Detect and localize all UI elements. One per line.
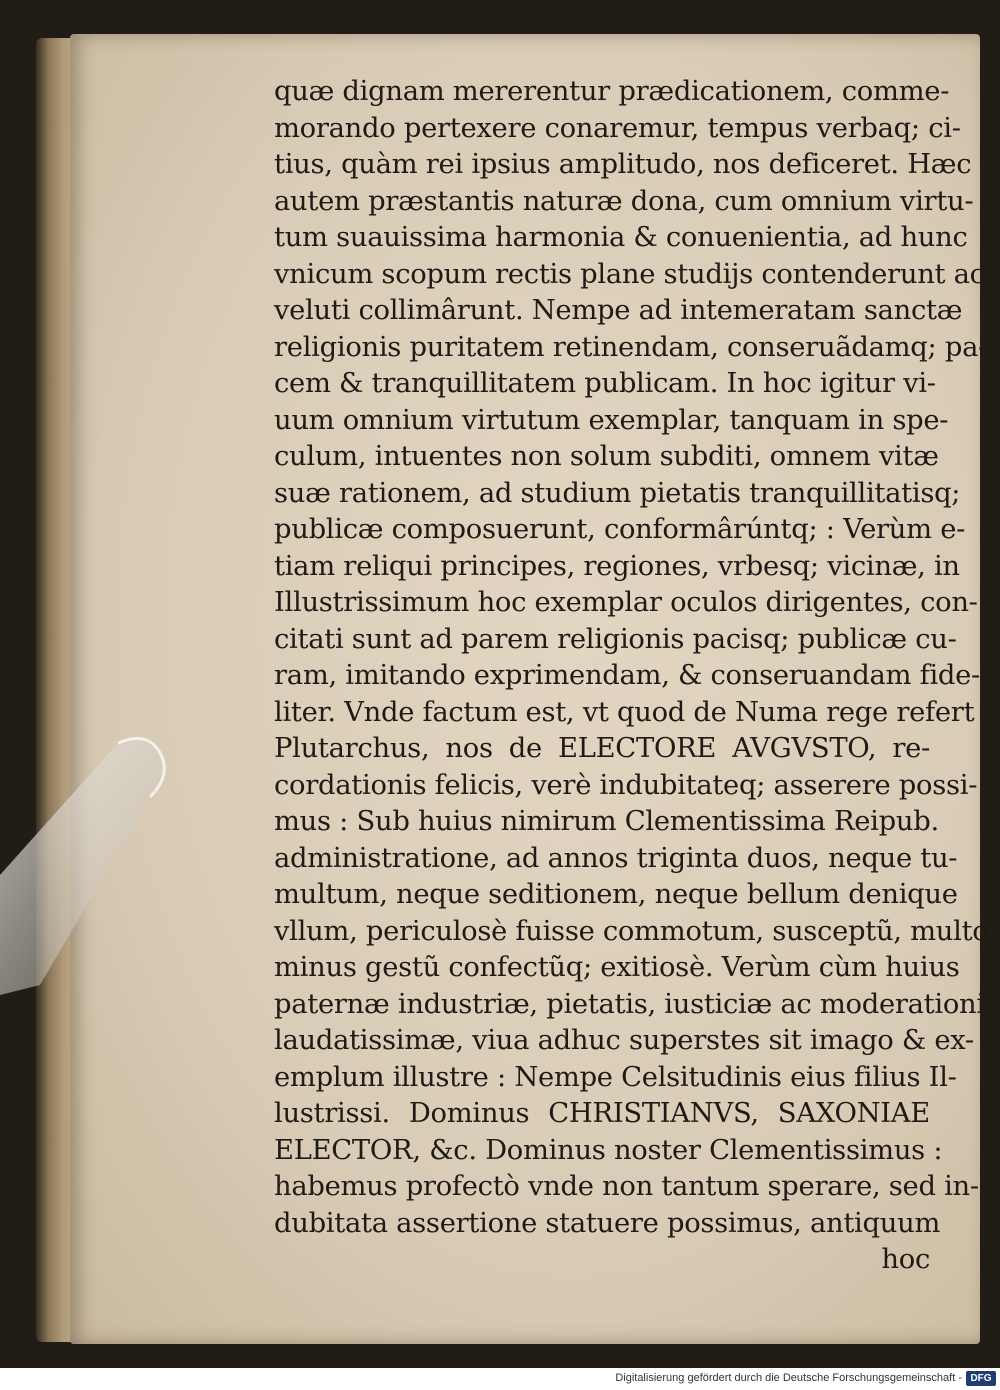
text-line: paternæ industriæ, pietatis, iusticiæ ac moderationis	[274, 988, 999, 1020]
text-line: administratione, ad annos triginta duos, neque tu-	[274, 842, 958, 874]
dfg-logo: DFG	[966, 1371, 996, 1386]
text-line: morando pertexere conaremur, tempus verbaq; ci-	[274, 112, 961, 144]
page-text	[274, 74, 999, 1279]
text-line: multum, neque seditionem, neque bellum denique	[274, 879, 958, 910]
text-line: autem præstantis naturæ dona, cum omnium virtu-	[274, 185, 974, 217]
text-line: mus : Sub huius nimirum Clementissima Reipub.	[274, 806, 939, 837]
text-line: culum, intuentes non solum subditi, omnem vitæ	[274, 441, 939, 472]
text-line: tius, quàm rei ipsius amplitudo, nos deficeret. Hæc	[274, 149, 972, 180]
text-line: habemus profectò vnde non tantum sperare, sed in-	[274, 1171, 979, 1202]
text-line: laudatissimæ, viua adhuc superstes sit imago & ex-	[274, 1025, 974, 1056]
text-line: liter. Vnde factum est, vt quod de Numa rege refert	[274, 696, 975, 728]
catchword: hoc	[881, 1244, 930, 1275]
text-line: ELECTOR, &c. Dominus noster Clementissimus :	[274, 1134, 943, 1166]
text-line: lustrissi. Dominus CHRISTIANVS, SAXONIAE	[274, 1098, 930, 1129]
text-line: tum suauissima harmonia & conuenientia, ad hunc	[274, 222, 968, 253]
footer-strip	[0, 1368, 1000, 1390]
text-line: vnicum scopum rectis plane studijs contenderunt ac	[274, 258, 985, 290]
text-line: publicæ composuerunt, conformârúntq; : Verùm e-	[274, 514, 966, 545]
text-line: veluti collimârunt. Nempe ad intemeratam sanctæ	[274, 295, 963, 326]
text-line: suæ rationem, ad studium pietatis tranquillitatisq;	[274, 477, 961, 509]
footer-credit: Digitalisierung gefördert durch die Deutsche Forschungsgemeinschaft -	[615, 1372, 962, 1384]
text-line: dubitata assertione statuere possimus, antiquum	[274, 1207, 941, 1239]
text-line: quæ dignam mererentur prædicationem, comme-	[274, 76, 950, 107]
text-line: cem & tranquillitatem publicam. In hoc igitur vi-	[274, 368, 936, 399]
text-line: cordationis felicis, verè indubitateq; asserere possi-	[274, 769, 978, 801]
text-line: emplum illustre : Nempe Celsitudinis eius filius Il-	[274, 1061, 957, 1093]
text-line: uum omnium virtutum exemplar, tanquam in spe-	[274, 404, 949, 436]
text-line: citati sunt ad parem religionis pacisq; publicæ cu-	[274, 623, 957, 655]
text-line: tiam reliqui principes, regiones, vrbesq; vicinæ, in	[274, 550, 960, 582]
text-line: religionis puritatem retinendam, conseruãdamq; pa-	[274, 331, 988, 363]
text-line: Plutarchus, nos de ELECTORE AVGVSTO, re-	[274, 733, 930, 764]
text-line: vllum, periculosè fuisse commotum, susceptũ, multo	[274, 915, 989, 947]
text-line: Illustrissimum hoc exemplar oculos dirigentes, con-	[274, 587, 978, 618]
text-line: ram, imitando exprimendam, & conseruandam fide-	[274, 660, 981, 691]
text-line: minus gestũ confectũq; exitiosè. Verùm cùm huius	[274, 952, 960, 983]
